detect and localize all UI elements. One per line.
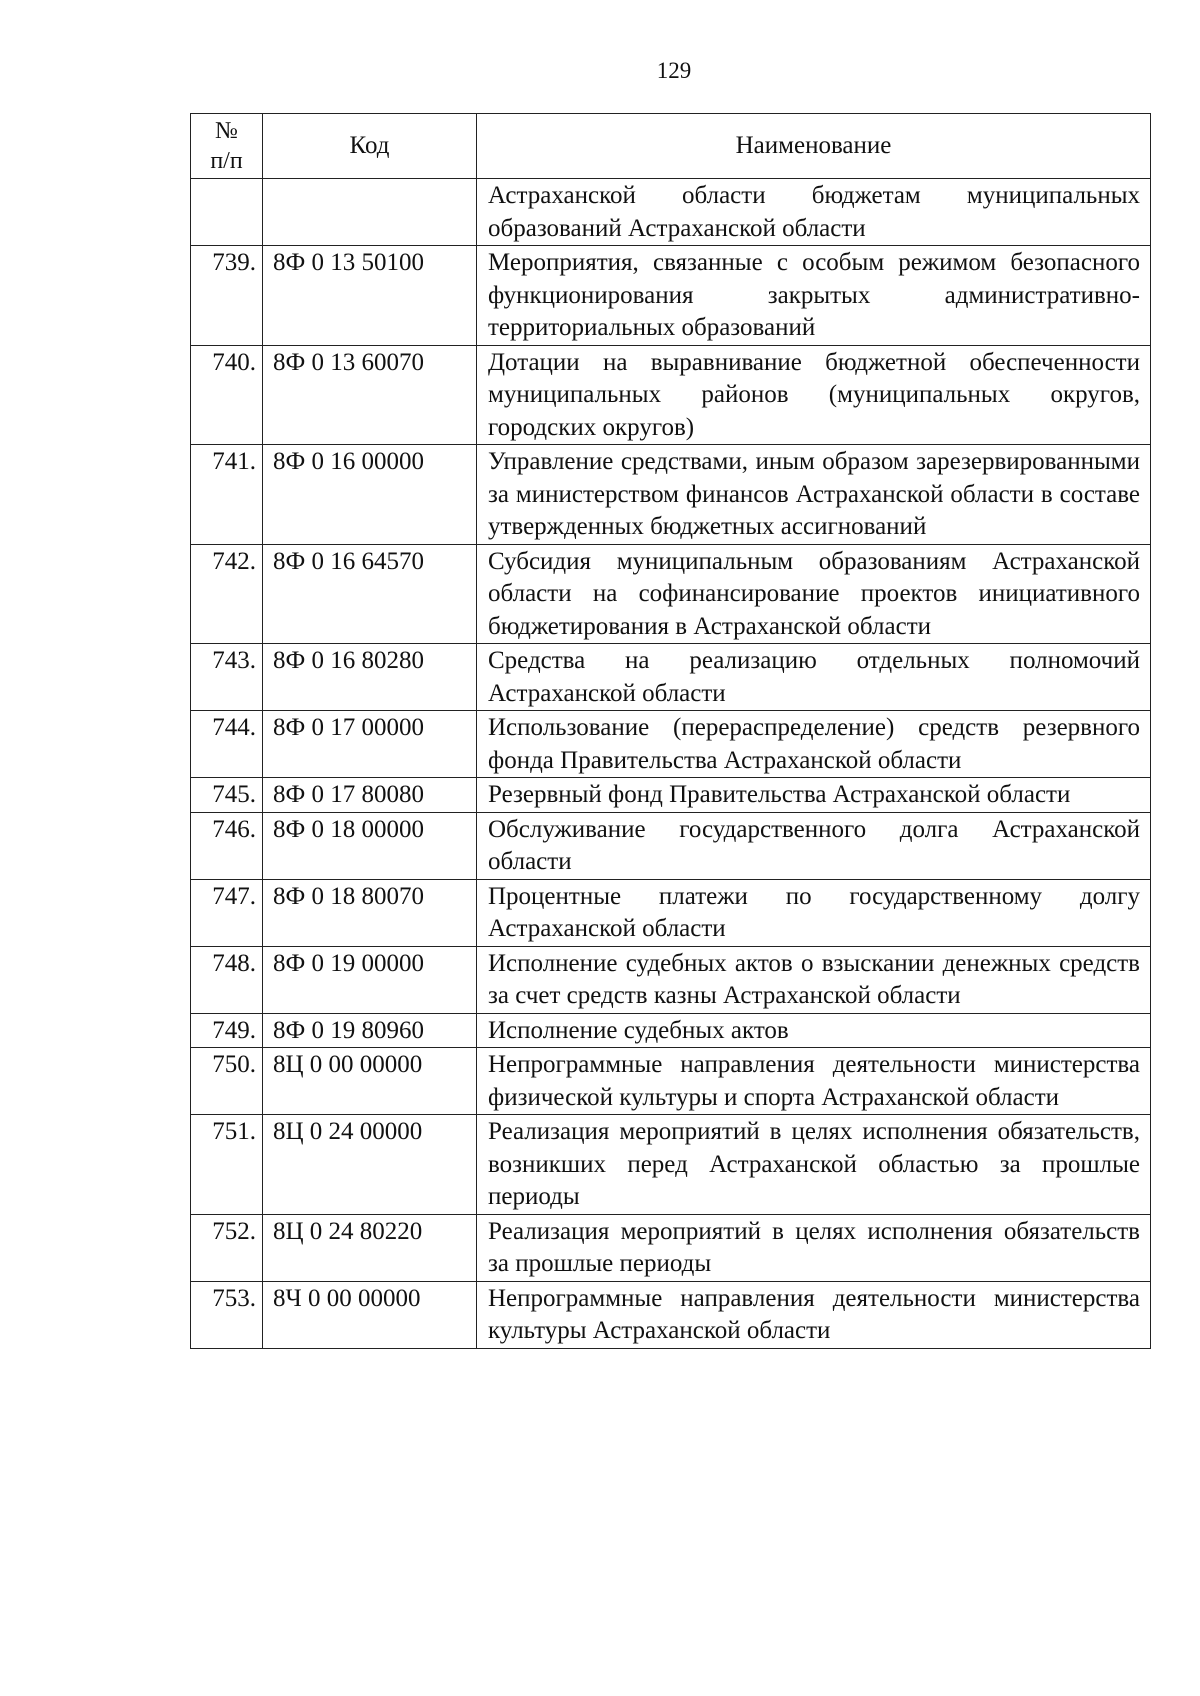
row-name: Субсидия муниципальным образованиям Астраханской области на софинансирование проектов инициативного бюджетирования в Астраханской области <box>477 544 1151 644</box>
table-row <box>191 246 1151 346</box>
row-number: 742. <box>191 544 263 644</box>
row-number: 752. <box>191 1214 263 1281</box>
row-code: 8Ц 0 24 80220 <box>263 1214 477 1281</box>
row-code: 8Ф 0 17 80080 <box>263 778 477 813</box>
budget-code-table <box>190 113 1151 1349</box>
row-name: Дотации на выравнивание бюджетной обеспеченности муниципальных районов (муниципальных округов, городских округов) <box>477 345 1151 445</box>
row-code: 8Ф 0 13 50100 <box>263 246 477 346</box>
row-name: Реализация мероприятий в целях исполнения обязательств за прошлые периоды <box>477 1214 1151 1281</box>
row-code <box>263 179 477 246</box>
row-number: 747. <box>191 879 263 946</box>
header-number-symbol: № <box>215 118 238 144</box>
row-number: 743. <box>191 644 263 711</box>
row-number: 750. <box>191 1048 263 1115</box>
row-code: 8Ф 0 16 64570 <box>263 544 477 644</box>
table-row <box>191 711 1151 778</box>
table-row <box>191 544 1151 644</box>
row-number: 741. <box>191 445 263 545</box>
header-number-abbr: п/п <box>210 148 243 174</box>
table-row <box>191 445 1151 545</box>
row-number: 746. <box>191 812 263 879</box>
header-number <box>191 114 263 179</box>
table-row <box>191 345 1151 445</box>
row-code: 8Ф 0 16 80280 <box>263 644 477 711</box>
row-code: 8Ф 0 17 00000 <box>263 711 477 778</box>
row-name: Астраханской области бюджетам муниципальных образований Астраханской области <box>477 179 1151 246</box>
row-code: 8Ф 0 19 00000 <box>263 946 477 1013</box>
table-header-row <box>191 114 1151 179</box>
table-row <box>191 1281 1151 1348</box>
table-row <box>191 1013 1151 1048</box>
row-number: 749. <box>191 1013 263 1048</box>
row-name: Резервный фонд Правительства Астраханской области <box>477 778 1151 813</box>
row-number: 740. <box>191 345 263 445</box>
row-code: 8Ч 0 00 00000 <box>263 1281 477 1348</box>
table-row <box>191 1115 1151 1215</box>
row-name: Непрограммные направления деятельности министерства физической культуры и спорта Астраханской области <box>477 1048 1151 1115</box>
header-name: Наименование <box>477 114 1151 179</box>
page-number: 129 <box>656 58 692 83</box>
table-row <box>191 778 1151 813</box>
row-name: Непрограммные направления деятельности министерства культуры Астраханской области <box>477 1281 1151 1348</box>
row-code: 8Ц 0 24 00000 <box>263 1115 477 1215</box>
table-row <box>191 1214 1151 1281</box>
table-row <box>191 812 1151 879</box>
table-row <box>191 644 1151 711</box>
table-row <box>191 1048 1151 1115</box>
table-row <box>191 179 1151 246</box>
row-name: Управление средствами, иным образом зарезервированными за министерством финансов Астраханской области в составе утвержденных бюджетных ассигнований <box>477 445 1151 545</box>
row-code: 8Ф 0 16 00000 <box>263 445 477 545</box>
header-code: Код <box>263 114 477 179</box>
row-code: 8Ф 0 18 00000 <box>263 812 477 879</box>
row-name: Исполнение судебных актов <box>477 1013 1151 1048</box>
table-row <box>191 879 1151 946</box>
row-code: 8Ц 0 00 00000 <box>263 1048 477 1115</box>
table-row <box>191 946 1151 1013</box>
row-name: Исполнение судебных актов о взыскании денежных средств за счет средств казны Астраханской области <box>477 946 1151 1013</box>
row-number <box>191 179 263 246</box>
row-name: Мероприятия, связанные с особым режимом безопасного функционирования закрытых административно-территориальных образований <box>477 246 1151 346</box>
row-name: Обслуживание государственного долга Астраханской области <box>477 812 1151 879</box>
row-code: 8Ф 0 19 80960 <box>263 1013 477 1048</box>
row-name: Процентные платежи по государственному долгу Астраханской области <box>477 879 1151 946</box>
row-number: 745. <box>191 778 263 813</box>
row-number: 751. <box>191 1115 263 1215</box>
row-code: 8Ф 0 18 80070 <box>263 879 477 946</box>
row-number: 748. <box>191 946 263 1013</box>
row-number: 753. <box>191 1281 263 1348</box>
row-number: 744. <box>191 711 263 778</box>
row-name: Средства на реализацию отдельных полномочий Астраханской области <box>477 644 1151 711</box>
row-name: Использование (перераспределение) средств резервного фонда Правительства Астраханской области <box>477 711 1151 778</box>
row-code: 8Ф 0 13 60070 <box>263 345 477 445</box>
row-number: 739. <box>191 246 263 346</box>
row-name: Реализация мероприятий в целях исполнения обязательств, возникших перед Астраханской областью за прошлые периоды <box>477 1115 1151 1215</box>
